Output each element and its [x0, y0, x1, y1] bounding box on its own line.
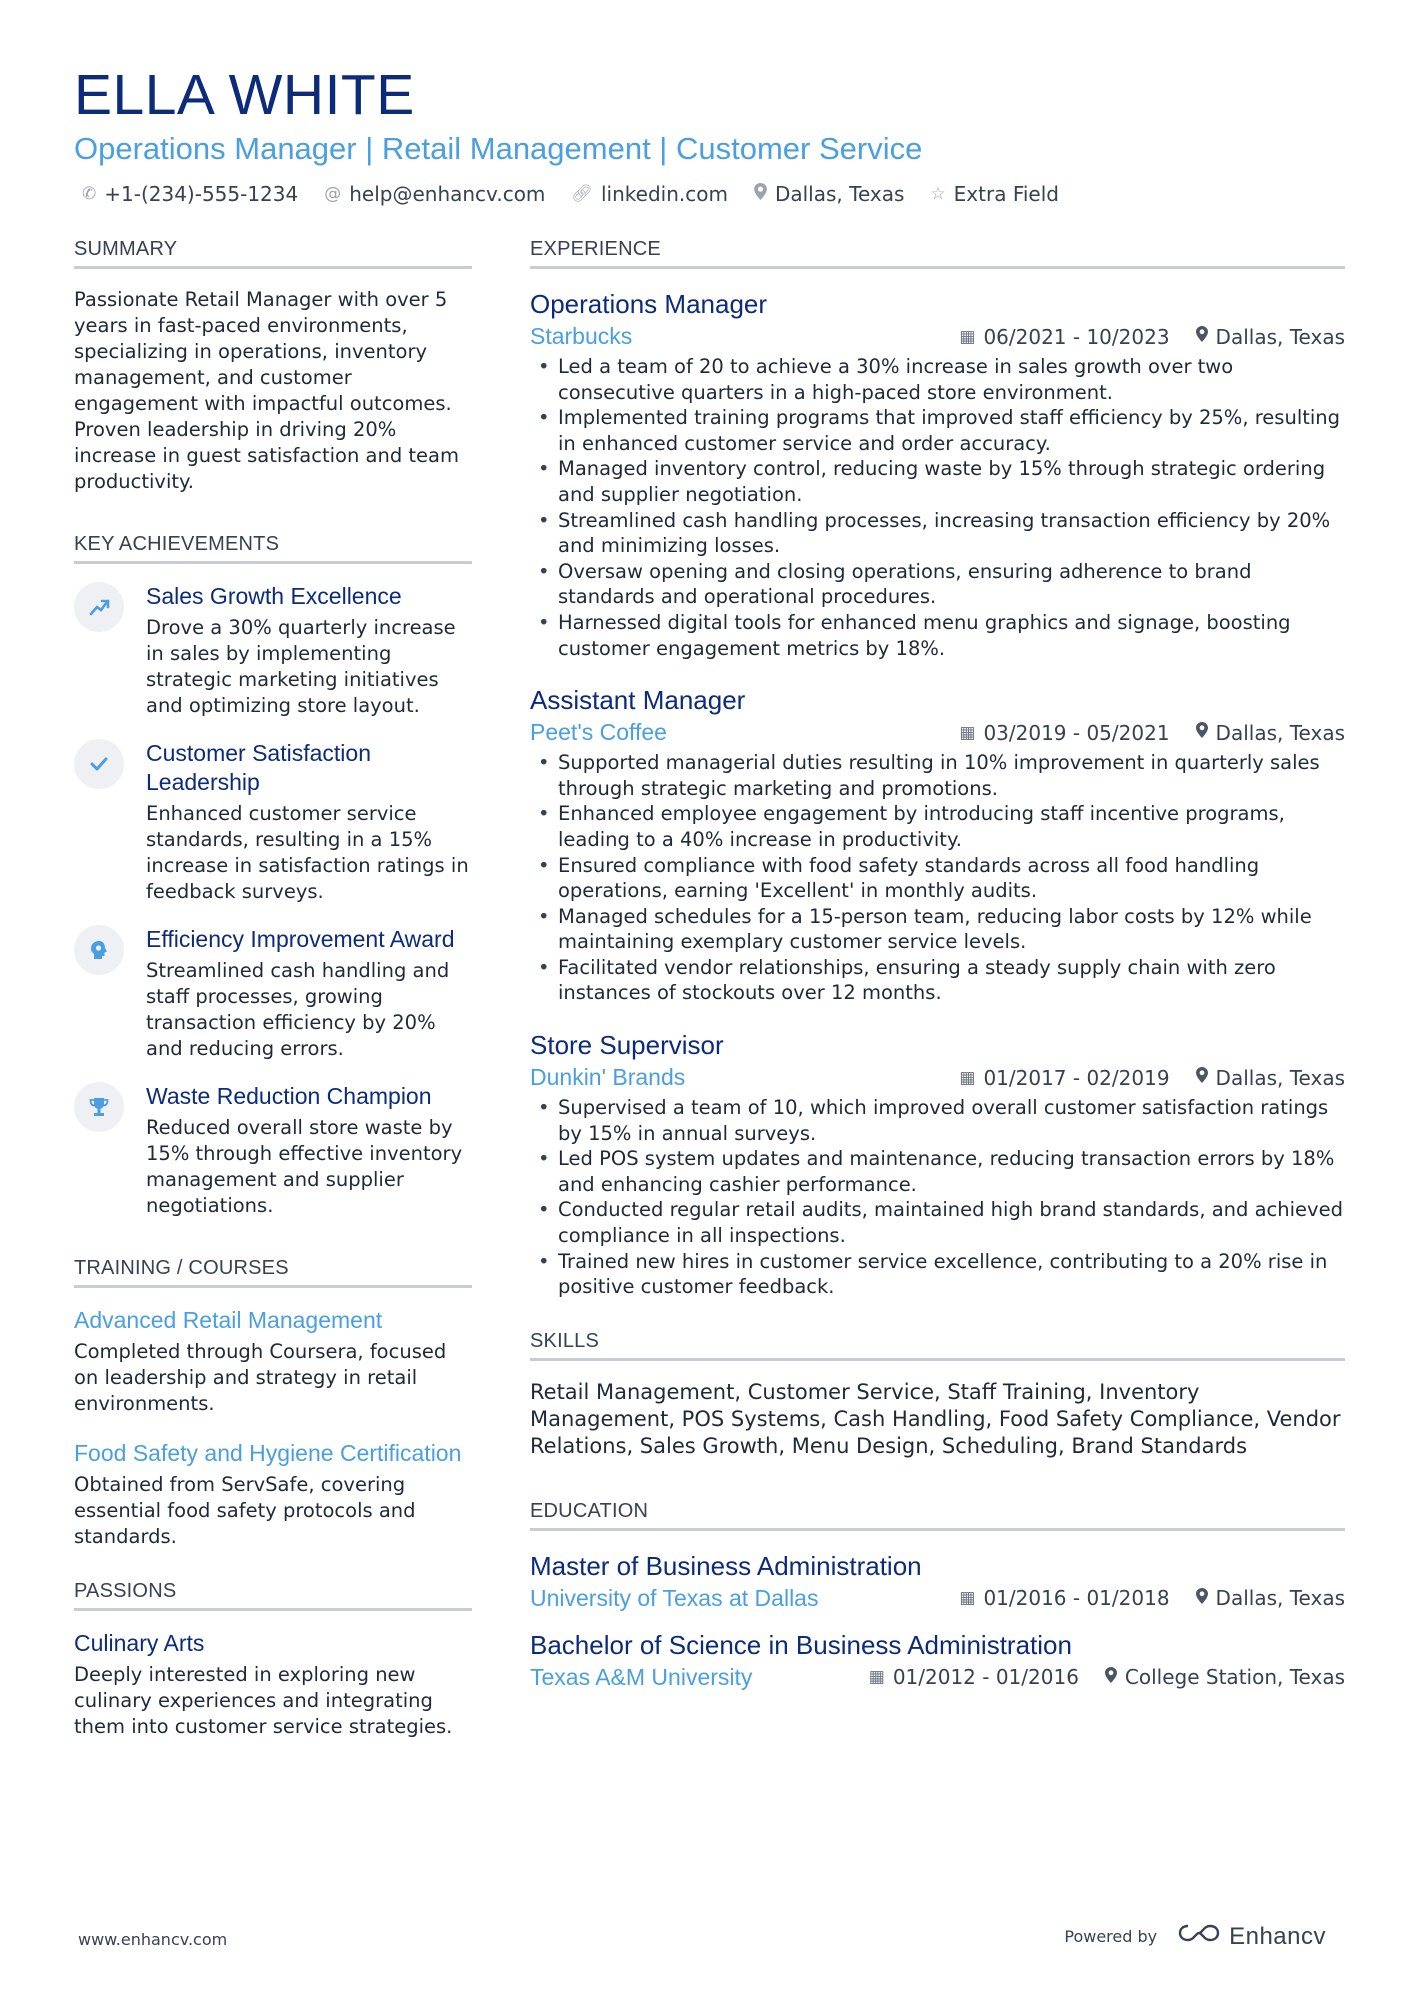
- training-heading: TRAINING / COURSES: [74, 1257, 472, 1288]
- bullet-item: • Supported managerial duties resulting in 10% improvement in quarterly sales through strategic marketing and promotions.: [530, 750, 1345, 801]
- education-heading: EDUCATION: [530, 1500, 1345, 1531]
- brand-name: Enhancv: [1229, 1922, 1326, 1950]
- bullet-item: • Oversaw opening and closing operations, ensuring adherence to brand standards and operational procedures.: [530, 559, 1345, 610]
- education-location: Dallas, Texas: [1215, 1586, 1345, 1611]
- contact-extra-text: Extra Field: [953, 182, 1059, 206]
- candidate-name: ELLA WHITE: [74, 63, 415, 127]
- achievement-text: Reduced overall store waste by 15% through effective inventory management and supplier negotiations.: [146, 1116, 463, 1217]
- bullet-item: • Led POS system updates and maintenance, reducing transaction errors by 18% and enhancing cashier performance.: [530, 1146, 1345, 1197]
- achievement-title: Sales Growth Excellence: [146, 583, 402, 609]
- star-icon: ☆: [930, 184, 946, 204]
- job-title: Operations Manager: [530, 289, 768, 319]
- job-dates: 01/2017 - 02/2019: [983, 1065, 1170, 1090]
- job-location: Dallas, Texas: [1215, 324, 1345, 349]
- job-location: Dallas, Texas: [1215, 1065, 1345, 1090]
- contact-extra: [930, 182, 1059, 206]
- achievement-item: [74, 1082, 472, 1219]
- degree-title: Master of Business Administration: [530, 1550, 922, 1581]
- course-item: [74, 1439, 472, 1550]
- contact-linkedin-text: linkedin.com: [601, 182, 728, 206]
- achievement-title: Efficiency Improvement Award: [146, 926, 455, 952]
- experience-section: [530, 238, 1345, 1300]
- course-title: Advanced Retail Management: [74, 1307, 383, 1333]
- education-dates: 01/2016 - 01/2018: [983, 1586, 1170, 1611]
- achievement-title: Customer Satisfaction Leadership: [146, 740, 371, 795]
- summary-text: Passionate Retail Manager with over 5 years in fast-paced environments, specializing in operations, inventory management, and customer engagement with impactful outcomes. Proven leadership in driving 20% increase in guest satisfaction and team productivity.: [74, 288, 459, 493]
- achievement-item: [74, 582, 472, 719]
- location-icon: [754, 183, 767, 205]
- calendar-icon: ▦: [959, 326, 976, 347]
- course-item: [74, 1306, 472, 1417]
- contact-email[interactable]: [324, 182, 545, 206]
- check-icon: [74, 739, 124, 789]
- bullet-item: • Enhanced employee engagement by introducing staff incentive programs, leading to a 40% increase in productivity.: [530, 801, 1345, 852]
- company-name: Peet's Coffee: [530, 719, 667, 746]
- bullet-item: • Harnessed digital tools for enhanced menu graphics and signage, boosting customer engagement metrics by 18%.: [530, 610, 1345, 661]
- link-icon: 🔗︎: [571, 184, 593, 204]
- bullet-item: • Streamlined cash handling processes, increasing transaction efficiency by 20% and minimizing losses.: [530, 508, 1345, 559]
- summary-heading: SUMMARY: [74, 238, 472, 269]
- company-name: Dunkin' Brands: [530, 1064, 686, 1091]
- bullet-item: • Managed schedules for a 15-person team, reducing labor costs by 12% while maintaining exemplary customer service levels.: [530, 904, 1345, 955]
- contact-location-text: Dallas, Texas: [774, 182, 905, 206]
- contact-linkedin[interactable]: [571, 182, 728, 206]
- bullet-item: • Implemented training programs that improved staff efficiency by 25%, resulting in enhanced customer service and order accuracy.: [530, 405, 1345, 456]
- education-entry: [530, 1628, 1345, 1691]
- footer-website[interactable]: www.enhancv.com: [78, 1930, 228, 1949]
- job-entry: [530, 287, 1345, 661]
- contact-location: [754, 182, 904, 206]
- location-icon: [1105, 1667, 1117, 1688]
- contact-email-text: help@enhancv.com: [349, 182, 546, 206]
- right-column: [530, 238, 1345, 1707]
- job-bullets: [530, 1095, 1345, 1300]
- school-name: Texas A&M University: [530, 1663, 753, 1690]
- job-location: Dallas, Texas: [1215, 720, 1345, 745]
- candidate-headline: Operations Manager | Retail Management | Customer Service: [74, 131, 923, 166]
- bullet-item: • Led a team of 20 to achieve a 30% increase in sales growth over two consecutive quarters in a high-paced store environment.: [530, 354, 1345, 405]
- achievements-heading: KEY ACHIEVEMENTS: [74, 533, 472, 564]
- education-dates: 01/2012 - 01/2016: [892, 1665, 1079, 1690]
- growth-arrow-icon: [74, 582, 124, 632]
- job-entry: [530, 683, 1345, 1006]
- achievement-text: Streamlined cash handling and staff processes, growing transaction efficiency by 20% and reducing errors.: [146, 959, 450, 1060]
- left-column: [74, 238, 472, 1740]
- calendar-icon: ▦: [959, 722, 976, 743]
- location-icon: [1196, 326, 1208, 347]
- resume-header: [74, 62, 1344, 206]
- contact-phone[interactable]: [82, 182, 298, 206]
- achievement-item: [74, 925, 472, 1062]
- calendar-icon: ▦: [959, 1067, 976, 1088]
- passion-text: Deeply interested in exploring new culinary experiences and integrating them into customer service strategies.: [74, 1663, 453, 1738]
- contact-bar: [74, 182, 1344, 206]
- course-text: Obtained from ServSafe, covering essential food safety protocols and standards.: [74, 1473, 416, 1548]
- infinity-logo-icon: [1177, 1922, 1221, 1951]
- job-bullets: [530, 354, 1345, 661]
- education-location: College Station, Texas: [1124, 1665, 1345, 1690]
- job-entry: [530, 1028, 1345, 1300]
- powered-by-text: Powered by: [1064, 1927, 1158, 1946]
- bullet-item: • Conducted regular retail audits, maintained high brand standards, and achieved compliance in all inspections.: [530, 1197, 1345, 1248]
- enhancv-logo[interactable]: [1177, 1922, 1326, 1951]
- location-icon: [1196, 1588, 1208, 1609]
- location-icon: [1196, 1067, 1208, 1088]
- summary-section: [74, 238, 472, 495]
- bullet-item: • Managed inventory control, reducing waste by 15% through strategic ordering and supplier negotiation.: [530, 456, 1345, 507]
- location-icon: [1196, 722, 1208, 743]
- bullet-item: • Trained new hires in customer service excellence, contributing to a 20% rise in positive customer feedback.: [530, 1249, 1345, 1300]
- experience-heading: EXPERIENCE: [530, 238, 1345, 269]
- course-text: Completed through Coursera, focused on leadership and strategy in retail environments.: [74, 1340, 447, 1415]
- skills-heading: SKILLS: [530, 1330, 1345, 1361]
- job-bullets: [530, 750, 1345, 1006]
- lightbulb-head-icon: [74, 925, 124, 975]
- calendar-icon: ▦: [868, 1667, 885, 1688]
- achievements-section: [74, 533, 472, 1219]
- education-section: [530, 1500, 1345, 1691]
- degree-title: Bachelor of Science in Business Administration: [530, 1629, 1072, 1660]
- job-dates: 03/2019 - 05/2021: [983, 720, 1170, 745]
- job-dates: 06/2021 - 10/2023: [983, 324, 1170, 349]
- education-entry: [530, 1549, 1345, 1612]
- achievement-title: Waste Reduction Champion: [146, 1083, 432, 1109]
- training-section: [74, 1257, 472, 1550]
- achievement-item: [74, 739, 472, 905]
- achievement-text: Enhanced customer service standards, resulting in a 15% increase in satisfaction ratings in feedback surveys.: [146, 802, 469, 903]
- calendar-icon: ▦: [959, 1588, 976, 1609]
- job-title: Assistant Manager: [530, 685, 746, 716]
- footer-branding: [1064, 1922, 1326, 1951]
- job-title: Store Supervisor: [530, 1030, 724, 1061]
- trophy-icon: [74, 1082, 124, 1132]
- bullet-item: • Supervised a team of 10, which improved overall customer satisfaction ratings by 15% in annual surveys.: [530, 1095, 1345, 1146]
- passion-item: [74, 1629, 472, 1740]
- course-title: Food Safety and Hygiene Certification: [74, 1440, 462, 1466]
- achievement-text: Drove a 30% quarterly increase in sales by implementing strategic marketing initiatives and optimizing store layout.: [146, 616, 456, 717]
- passion-title: Culinary Arts: [74, 1630, 205, 1656]
- company-name: Starbucks: [530, 323, 633, 349]
- passions-heading: PASSIONS: [74, 1580, 472, 1611]
- bullet-item: • Ensured compliance with food safety standards across all food handling operations, earning 'Excellent' in monthly audits.: [530, 853, 1345, 904]
- school-name: University of Texas at Dallas: [530, 1584, 819, 1611]
- skills-section: [530, 1330, 1345, 1460]
- skills-text: Retail Management, Customer Service, Staff Training, Inventory Management, POS Systems, Cash Handling, Food Safety Compliance, Vendor Relations, Sales Growth, Menu Design, Scheduling, Brand Standards: [530, 1379, 1341, 1458]
- passions-section: [74, 1580, 472, 1740]
- contact-phone-text: +1-(234)-555-1234: [104, 182, 299, 206]
- phone-icon: ✆: [82, 184, 97, 204]
- bullet-item: • Facilitated vendor relationships, ensuring a steady supply chain with zero instances of stockouts over 12 months.: [530, 955, 1345, 1006]
- at-icon: @: [324, 184, 342, 204]
